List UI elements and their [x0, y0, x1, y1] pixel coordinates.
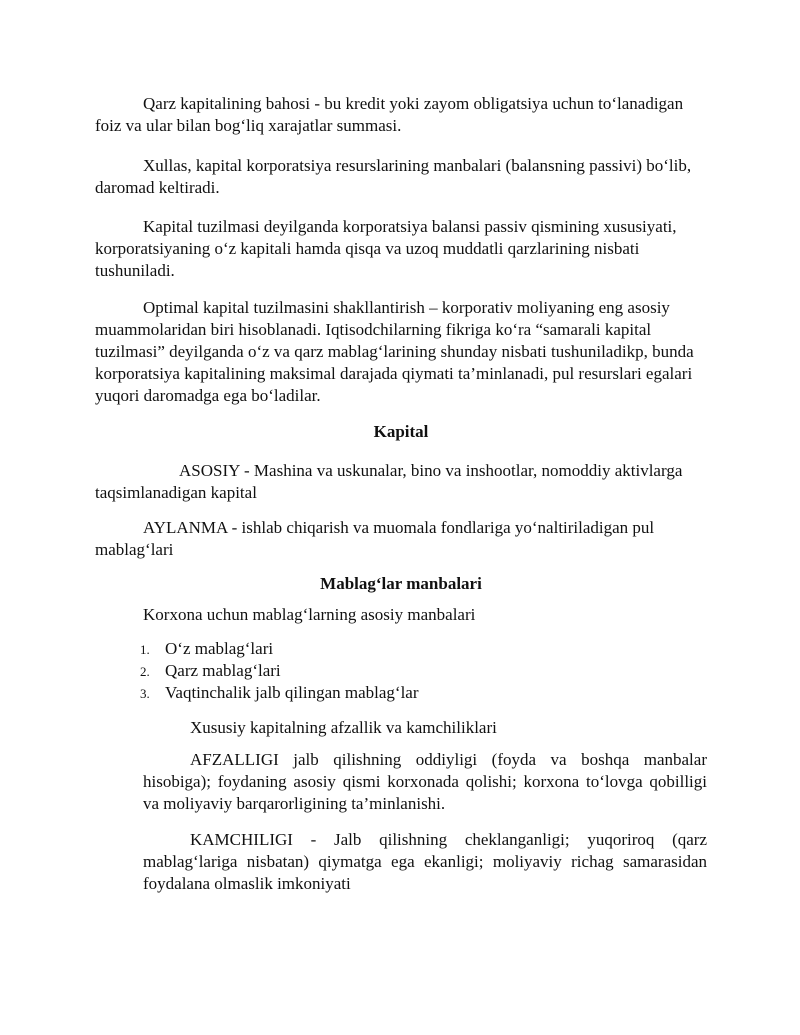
heading-mablaglar-manbalari: Mablag‘lar manbalari: [320, 574, 482, 593]
paragraph-kapital-tuzilmasi: Kapital tuzilmasi deyilganda korporatsiya balansi passiv qismining xususiyati, korporatsiyaning o‘z kapitali hamda qisqa va uzoq muddatli qarzlarining nisbati tushuniladi.: [95, 217, 677, 280]
list-number: 1.: [140, 642, 150, 657]
paragraph-aylanma: AYLANMA - ishlab chiqarish va muomala fondlariga yo‘naltiriladigan pul mablag‘lari: [95, 518, 655, 559]
list-text: Qarz mablag‘lari: [165, 661, 281, 680]
list-item: [140, 660, 281, 682]
paragraph-xullas: Xullas, kapital korporatsiya resurslarining manbalari (balansning passivi) bo‘lib, daromad keltiradi.: [95, 156, 692, 197]
paragraph-afzalligi: AFZALLIGI jalb qilishning oddiyligi (foyda va boshqa manbalar hisobiga); foydaning asosiy qismi korxonada qolishi; korxona to‘lovga qobilligi va moliyaviy barqarorligining ta’minlanishi.: [143, 750, 707, 813]
heading-kapital: Kapital: [373, 422, 429, 441]
list-number: 2.: [140, 664, 150, 679]
paragraph-optimal-kapital: Optimal kapital tuzilmasini shakllantirish – korporativ moliyaning eng asosiy muammolaridan biri hisoblanadi. Iqtisodchilarning fikriga ko‘ra “samarali kapital tuzilmasi” deyilganda o‘z va qarz mablag‘larining shunday nisbati tushuniladikp, bunda korporatsiya kapitalining maksimal darajada qiymati ta’minlanadi, pul resurslari egalari yuqori daromadga ega bo‘ladilar.: [95, 298, 694, 405]
list-text: Vaqtinchalik jalb qilingan mablag‘lar: [165, 683, 419, 702]
list-item: [140, 682, 419, 704]
paragraph-kamchiligi: KAMCHILIGI - Jalb qilishning cheklanganligi; yuqoriroq (qarz mablag‘lariga nisbatan) qiymatga ega ekanligi; moliyaviy richag samarasidan foydalana olmaslik imkoniyati: [143, 830, 707, 893]
list-text: O‘z mablag‘lari: [165, 639, 274, 658]
paragraph-xususiy-kapital: Xususiy kapitalning afzallik va kamchiliklari: [190, 718, 497, 737]
list-item: [140, 638, 273, 660]
paragraph-asosiy: ASOSIY - Mashina va uskunalar, bino va inshootlar, nomoddiy aktivlarga taqsimlanadigan kapital: [95, 461, 683, 502]
paragraph-qarz-kapital-bahosi: Qarz kapitalining bahosi - bu kredit yoki zayom obligatsiya uchun to‘lanadigan foiz va ular bilan bog‘liq xarajatlar summasi.: [95, 94, 684, 135]
list-number: 3.: [140, 686, 150, 701]
paragraph-manbalar-intro: Korxona uchun mablag‘larning asosiy manbalari: [143, 605, 476, 624]
